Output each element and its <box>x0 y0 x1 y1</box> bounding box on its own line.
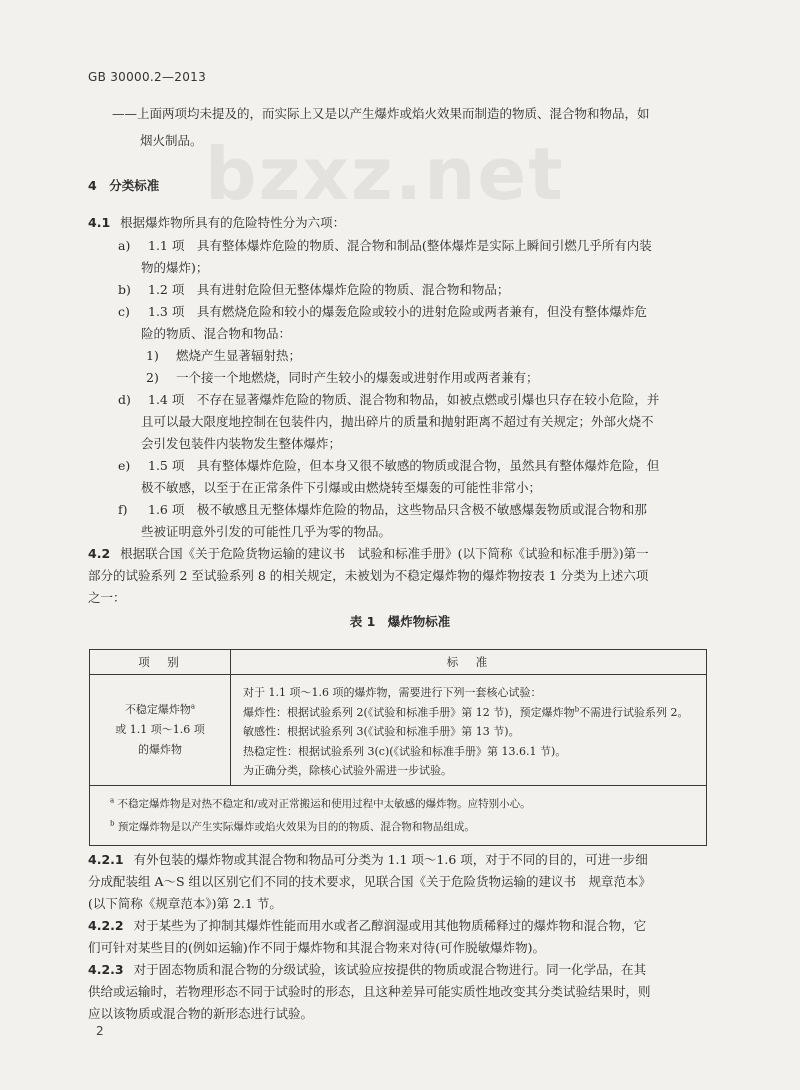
list-item-e-cont: 极不敏感，以至于在正常条件下引爆或由燃烧转至爆轰的可能性非常小； <box>141 480 542 495</box>
list-item-f <box>118 499 647 521</box>
list-item-f-cont: 些被证明意外引发的可能性几乎为零的物品。 <box>141 524 392 539</box>
clause-4-2-3-cont-2: 应以该物质或混合物的新形态进行试验。 <box>88 1006 314 1021</box>
criteria-text: 爆炸性：根据试验系列 2(《试验和标准手册》第 12 节)，预定爆炸物 <box>243 705 575 719</box>
item-text: 1.4 项 不存在显著爆炸危险的物质、混合物和物品，如被点燃或引爆也只存在较小危险，并 <box>148 392 660 407</box>
item-label: c) <box>118 304 130 319</box>
footnote-text: 不稳定爆炸物是对热不稳定和/或对正常搬运和使用过程中太敏感的爆炸物。应特别小心。 <box>117 798 531 810</box>
clause-number: 4.2 <box>88 546 111 561</box>
watermark: bzxz.net <box>205 132 565 216</box>
criteria-text: 不需进行试验系列 2。 <box>579 705 689 719</box>
footnote-mark: a <box>110 796 115 805</box>
clause-text: 对于某些为了抑制其爆炸性能而用水或者乙醇润湿或用其他物质稀释过的爆炸物和混合物，它 <box>133 918 647 933</box>
table-header-row <box>90 650 706 675</box>
item-text: 1.2 项 具有进射危险但无整体爆炸危险的物质、混合物和物品； <box>148 282 510 297</box>
item-text: 1.3 项 具有燃烧危险和较小的爆轰危险或较小的进射危险或两者兼有，但没有整体爆炸危 <box>148 304 647 319</box>
criteria-line: 为正确分类，除核心试验外需进一步试验。 <box>243 764 452 777</box>
item-label: e) <box>118 458 131 473</box>
column-header-criteria: 标 准 <box>446 655 491 669</box>
clause-number: 4.1 <box>88 215 111 230</box>
footnote-mark-a: a <box>190 702 196 711</box>
sub-item-2 <box>146 367 539 389</box>
clause-4-2-1-cont-2: (以下简称《规章范本》)第 2.1 节。 <box>88 896 282 911</box>
category-line: 或 1.1 项～1.6 项 <box>115 723 205 736</box>
item-label: f) <box>118 502 128 517</box>
list-item-c <box>118 301 647 323</box>
clause-number: 4.2.2 <box>88 918 124 933</box>
item-label: a) <box>118 238 131 253</box>
clause-4-2-3-cont-1: 供给或运输时，若物理形态不同于试验时的形态，且这种差异可能实质性地改变其分类试验结果时，则 <box>88 984 651 999</box>
item-label: d) <box>118 392 131 407</box>
table-footnotes <box>90 786 706 845</box>
item-text: 一个接一个地燃烧，同时产生较小的爆轰或进射作用或两者兼有； <box>176 370 539 385</box>
clause-4-2-cont-1: 部分的试验系列 2 至试验系列 8 的相关规定，未被划为不稳定爆炸物的爆炸物按表 1 分类为上述六项 <box>88 568 649 583</box>
table-title: 表 1 爆炸物标准 <box>349 614 451 629</box>
clause-4-2-2 <box>88 915 646 937</box>
criteria-cell <box>231 675 706 785</box>
list-item-b <box>118 279 509 301</box>
clause-text: 对于固态物质和混合物的分级试验，该试验应按提供的物质或混合物进行。同一化学品，在其 <box>133 962 647 977</box>
criteria-line: 热稳定性：根据试验系列 3(c)(《试验和标准手册》第 13.6.1 节)。 <box>243 744 567 758</box>
standard-number: GB 30000.2—2013 <box>88 70 207 84</box>
footnote-mark: b <box>110 819 115 828</box>
section-4-title: 4 分类标准 <box>88 178 160 193</box>
clause-text: 根据联合国《关于危险货物运输的建议书 试验和标准手册》(以下简称《试验和标准手册》)第一 <box>120 546 649 561</box>
item-text: 1.5 项 具有整体爆炸危险，但本身又很不敏感的物质或混合物，虽然具有整体爆炸危险，但 <box>148 458 660 473</box>
list-item-d <box>118 389 659 411</box>
list-item-d-cont-1: 且可以最大限度地控制在包装件内，抛出碎片的质量和抛射距离不超过有关规定；外部火烧不 <box>141 414 654 429</box>
criteria-line: 敏感性：根据试验系列 3(《试验和标准手册》第 13 节)。 <box>243 725 520 738</box>
criteria-line <box>243 703 706 723</box>
item-label: 1) <box>146 348 159 363</box>
list-item-e <box>118 455 659 477</box>
footnote-text: 预定爆炸物是以产生实际爆炸或焰火效果为目的的物质、混合物和物品组成。 <box>117 821 475 833</box>
intro-line-1: ——上面两项均未提及的，而实际上又是以产生爆炸或焰火效果而制造的物质、混合物和物品，如 <box>112 106 650 121</box>
item-text: 1.1 项 具有整体爆炸危险的物质、混合物和制品(整体爆炸是实际上瞬间引燃几乎所有内装 <box>148 238 652 253</box>
item-text: 1.6 项 极不敏感且无整体爆炸危险的物品，这些物品只含极不敏感爆轰物质或混合物和那 <box>148 502 647 517</box>
category-text: 不稳定爆炸物 <box>124 703 191 716</box>
clause-4-2-3 <box>88 959 646 981</box>
clause-number: 4.2.1 <box>88 852 124 867</box>
clause-4-2 <box>88 543 649 565</box>
footnote-mark-b: b <box>574 704 580 713</box>
sub-item-1 <box>146 345 301 367</box>
clause-text: 根据爆炸物所具有的危险特性分为六项： <box>120 215 346 230</box>
clause-4-2-2-cont: 们可针对某些目的(例如运输)作不同于爆炸物和其混合物来对待(可作脱敏爆炸物)。 <box>88 940 546 955</box>
item-text: 燃烧产生显著辐射热； <box>176 348 302 363</box>
table-row <box>90 675 706 786</box>
clause-4-2-cont-2: 之一： <box>88 590 126 605</box>
item-label: 2) <box>146 370 159 385</box>
footnote-b <box>110 816 706 839</box>
clause-number: 4.2.3 <box>88 962 124 977</box>
footnote-a <box>110 793 706 816</box>
list-item-c-cont: 险的物质、混合物和物品： <box>141 326 292 341</box>
clause-text: 有外包装的爆炸物或其混合物和物品可分类为 1.1 项～1.6 项，对于不同的目的，可进一步细 <box>133 852 648 867</box>
category-cell <box>90 675 231 785</box>
page-number: 2 <box>96 1024 104 1038</box>
explosives-criteria-table <box>89 649 707 846</box>
item-label: b) <box>118 282 131 297</box>
category-line <box>125 700 195 720</box>
list-item-a-cont: 物的爆炸)； <box>141 260 209 275</box>
category-line: 的爆炸物 <box>138 743 182 756</box>
criteria-line: 对于 1.1 项～1.6 项的爆炸物，需要进行下列一套核心试验： <box>243 686 542 699</box>
list-item-d-cont-2: 会引发包装件内装物发生整体爆炸； <box>141 436 342 451</box>
intro-line-2: 烟火制品。 <box>140 133 203 148</box>
clause-4-2-1-cont-1: 分成配装组 A～S 组以区别它们不同的技术要求，见联合国《关于危险货物运输的建议书 规章范本》 <box>88 874 652 889</box>
clause-4-1 <box>88 212 345 234</box>
list-item-a <box>118 235 652 257</box>
column-header-category: 项 别 <box>90 650 231 674</box>
clause-4-2-1 <box>88 849 648 871</box>
